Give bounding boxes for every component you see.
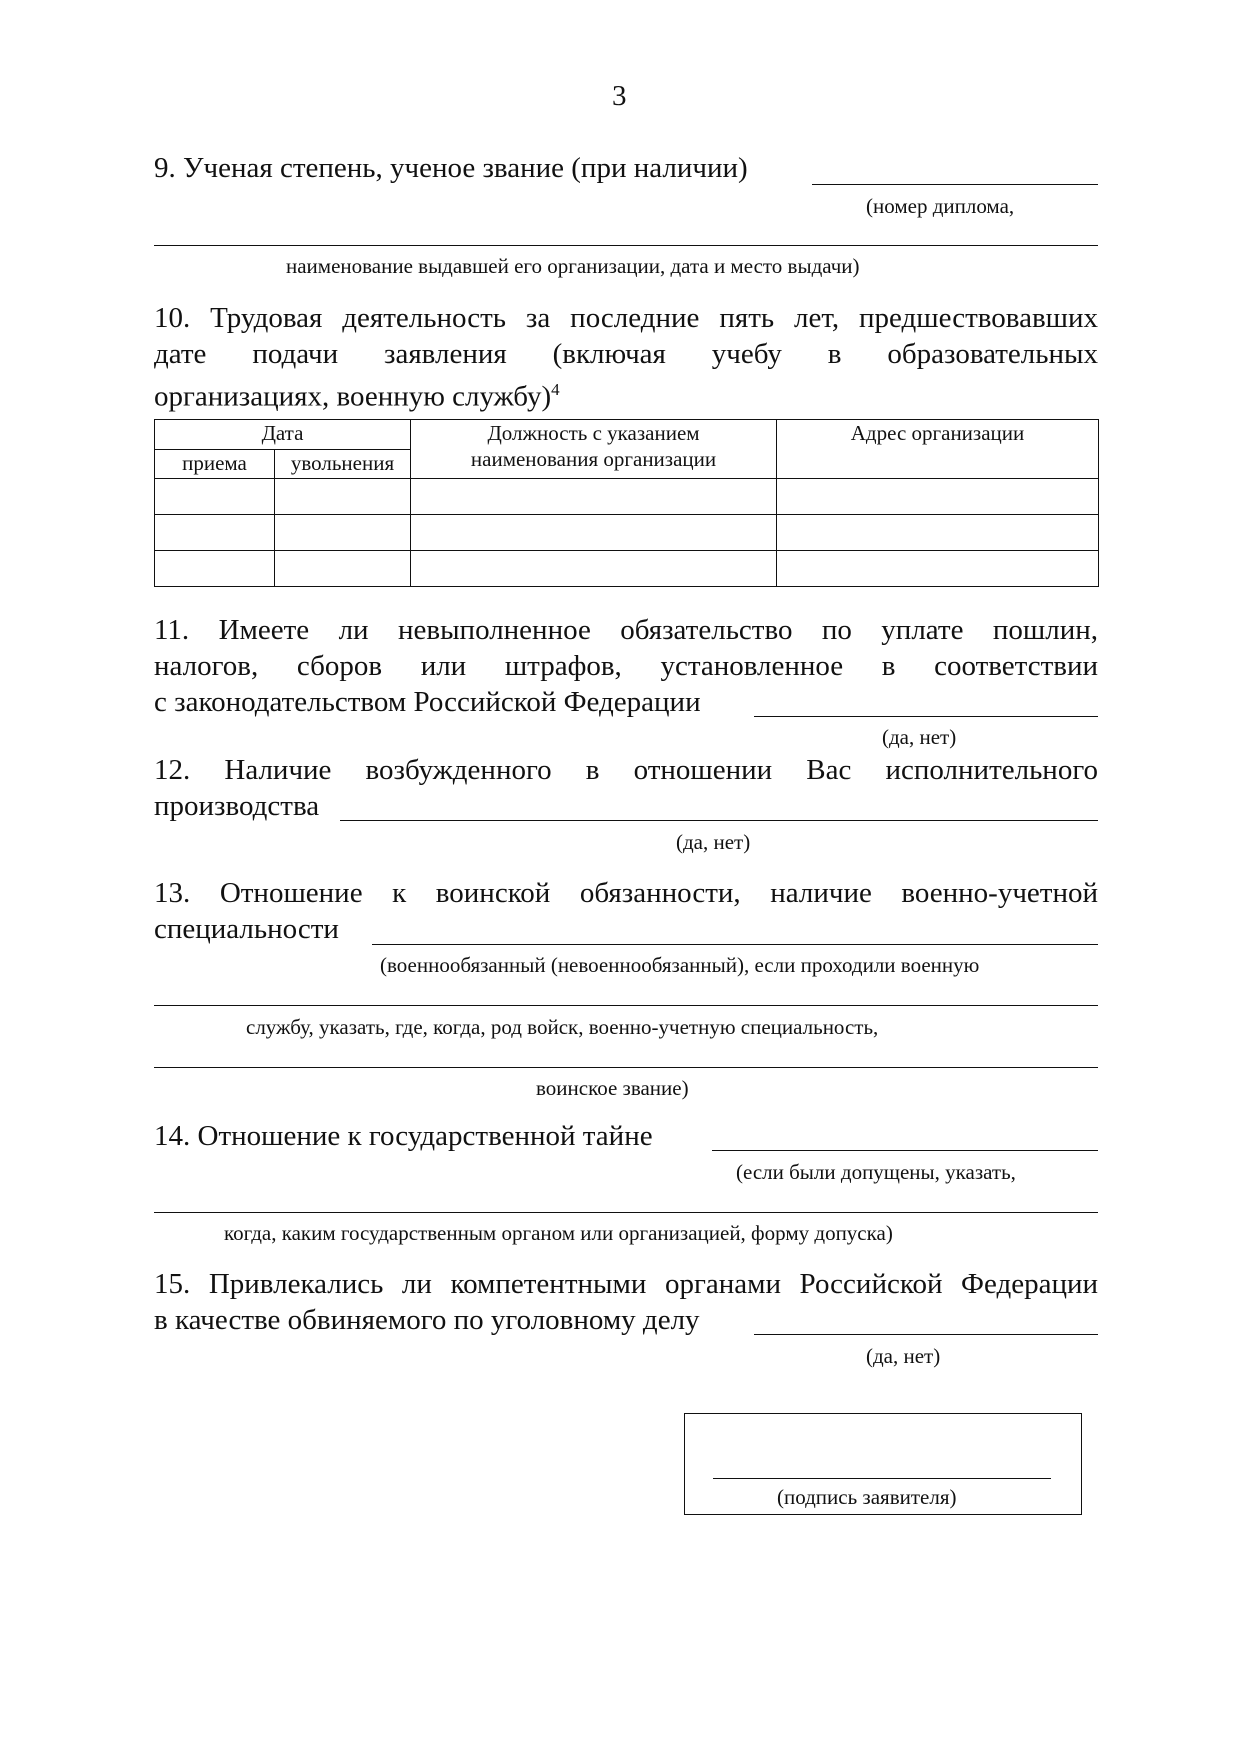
q13-hint-2: службу, указать, где, когда, род войск, военно-учетную специальность, (246, 1015, 879, 1039)
position-header (411, 420, 777, 479)
dismiss-date-header: увольнения (275, 450, 411, 479)
q10-footnote: 4 (551, 380, 560, 399)
q15-answer-line[interactable] (754, 1334, 1098, 1335)
q13-hint-1: (военнообязанный (невоеннообязанный), если проходили военную (380, 953, 980, 977)
address-header: Адрес организации (777, 420, 1099, 479)
table-cell[interactable] (777, 479, 1099, 515)
table-row (155, 551, 1099, 587)
q14-hint-2: когда, каким государственным органом или организацией, форму допуска) (224, 1221, 893, 1245)
q9-hint-2: наименование выдавшей его организации, дата и место выдачи) (286, 254, 860, 278)
q13-line-1: 13. Отношение к воинской обязанности, наличие военно-учетной (154, 877, 1098, 909)
q15-line-2: в качестве обвиняемого по уголовному делу (154, 1304, 700, 1336)
signature-box (684, 1413, 1082, 1515)
q13-answer-line-2[interactable] (154, 1005, 1098, 1006)
q15-hint: (да, нет) (866, 1344, 941, 1368)
table-cell[interactable] (275, 479, 411, 515)
table-cell[interactable] (275, 551, 411, 587)
table-cell[interactable] (411, 551, 777, 587)
q13-answer-line-3[interactable] (154, 1067, 1098, 1068)
signature-label: (подпись заявителя) (777, 1485, 957, 1509)
q13-answer-line[interactable] (372, 944, 1098, 945)
q12-hint: (да, нет) (676, 830, 751, 854)
position-header-line-1: Должность с указанием (487, 421, 700, 445)
page-number: 3 (612, 80, 627, 112)
q13-hint-3: воинское звание) (536, 1076, 689, 1100)
table-row (155, 479, 1099, 515)
q9-label: 9. Ученая степень, ученое звание (при наличии) (154, 152, 748, 184)
date-header: Дата (155, 420, 411, 450)
q11-line-2: налогов, сборов или штрафов, установленное в соответствии (154, 650, 1098, 682)
q11-line-3: с законодательством Российской Федерации (154, 686, 701, 718)
employment-table (154, 419, 1099, 587)
q12-answer-line[interactable] (340, 820, 1098, 821)
table-cell[interactable] (275, 515, 411, 551)
q11-hint: (да, нет) (882, 725, 957, 749)
q9-answer-line[interactable] (812, 184, 1098, 185)
q12-line-2: производства (154, 790, 320, 822)
q11-line-1: 11. Имеете ли невыполненное обязательство по уплате пошлин, (154, 614, 1098, 646)
q14-hint-1: (если были допущены, указать, (736, 1160, 1016, 1184)
table-cell[interactable] (155, 551, 275, 587)
q10-line-2: дате подачи заявления (включая учебу в образовательных (154, 338, 1098, 370)
table-row (155, 515, 1099, 551)
q15-line-1: 15. Привлекались ли компетентными органами Российской Федерации (154, 1268, 1098, 1300)
position-header-line-2: наименования организации (470, 447, 717, 471)
q10-line-1: 10. Трудовая деятельность за последние пять лет, предшествовавших (154, 302, 1098, 334)
q12-line-1: 12. Наличие возбужденного в отношении Вас исполнительного (154, 754, 1098, 786)
q13-line-2: специальности (154, 913, 339, 945)
q14-answer-line-2[interactable] (154, 1212, 1098, 1213)
table-cell[interactable] (777, 515, 1099, 551)
table-cell[interactable] (411, 515, 777, 551)
q10-line-3-text: организациях, военную службу) (154, 380, 552, 413)
q9-answer-line-2[interactable] (154, 245, 1098, 246)
q9-hint-1: (номер диплома, (866, 194, 1015, 218)
signature-line[interactable] (713, 1478, 1051, 1479)
table-cell[interactable] (155, 515, 275, 551)
table-cell[interactable] (777, 551, 1099, 587)
hire-date-header: приема (155, 450, 275, 479)
table-cell[interactable] (155, 479, 275, 515)
q14-label: 14. Отношение к государственной тайне (154, 1120, 653, 1152)
q11-answer-line[interactable] (754, 716, 1098, 717)
q14-answer-line[interactable] (712, 1150, 1098, 1151)
q10-line-3 (154, 372, 560, 415)
table-cell[interactable] (411, 479, 777, 515)
